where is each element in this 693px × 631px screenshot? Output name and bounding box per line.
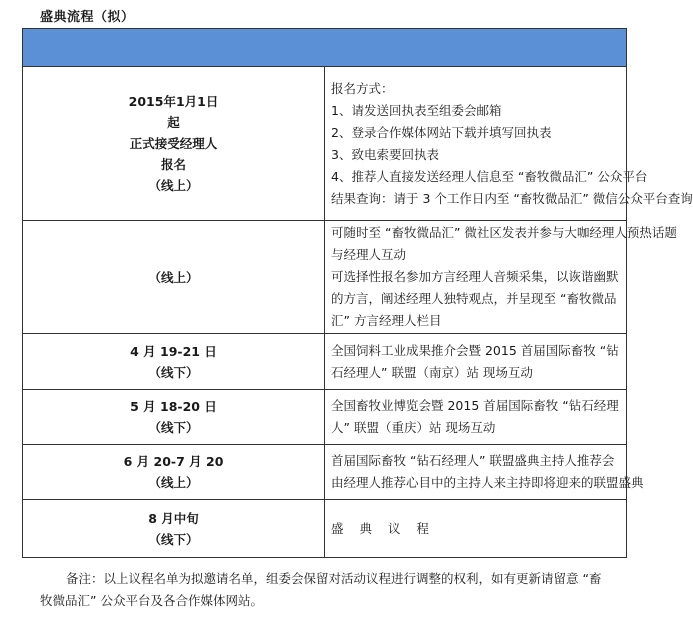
date-line: 5 月 18-20 日 (130, 399, 217, 414)
footnote: 备注：以上议程名单为拟邀请名单，组委会保留对活动议程进行调整的权利，如有更新请留意 “畜牧微品汇” 公众平台及各合作媒体网站。 (40, 571, 602, 608)
date-cell (23, 445, 325, 500)
description-cell (325, 500, 627, 558)
date-line: （线下） (148, 531, 199, 547)
date-line: 正式接受经理人 (129, 136, 218, 151)
header-band-cell (23, 29, 627, 67)
description-line: 全国饲料工业成果推介会暨 2015 首届国际畜牧 “钻石经理人” 联盟（南京）站 现场互动 (331, 342, 619, 380)
description-line: 全国畜牧业博览会暨 2015 首届国际畜牧 “钻石经理人” 联盟（重庆）站 现场互动 (331, 398, 619, 435)
date-line: （线下） (148, 364, 199, 380)
schedule-table (22, 28, 693, 558)
description-line: 盛 典 议 程 (331, 520, 435, 536)
page-title: 盛典流程（拟） (40, 10, 135, 25)
date-cell (23, 500, 325, 558)
description-line: 2、登录合作媒体网站下载并填写回执表 (331, 124, 552, 140)
date-cell (23, 221, 325, 334)
date-cell (23, 67, 325, 221)
date-line: 6 月 20-7 月 20 (123, 454, 224, 469)
description-line: 首届国际畜牧 “钻石经理人” 联盟盛典主持人推荐会 (331, 453, 615, 468)
description-cell (325, 221, 677, 334)
table-row (23, 67, 627, 221)
date-cell (23, 334, 325, 390)
description-line: 由经理人推荐心目中的主持人来主持即将迎来的联盟盛典 (331, 475, 644, 490)
description-line: 报名方式： (331, 80, 394, 96)
date-line: 报名 (160, 157, 186, 172)
date-line: 8 月中旬 (148, 510, 199, 526)
description-cell (325, 67, 693, 221)
description-line: 4、推荐人直接发送经理人信息至 “畜牧微品汇” 公众平台 (331, 168, 648, 184)
table-row (23, 334, 627, 390)
table-row (23, 221, 627, 334)
date-line: 起 (167, 115, 180, 130)
date-line: 2015年1月1日 (128, 94, 219, 109)
date-line: （线上） (148, 269, 199, 285)
table-row (23, 500, 627, 558)
date-line: （线下） (148, 420, 199, 435)
table-row (23, 390, 627, 445)
description-line: 与经理人互动 (331, 247, 407, 262)
description-cell (325, 334, 627, 390)
description-line: 1、请发送回执表至组委会邮箱 (331, 102, 502, 118)
description-cell (325, 390, 627, 445)
date-line: （线上） (148, 178, 199, 193)
description-line: 可选择性报名参加方言经理人音频采集，以诙谐幽默的方言，阐述经理人独特观点，并呈现至 “畜牧微品汇” 方言经理人栏目 (331, 269, 619, 328)
date-cell (23, 390, 325, 445)
description-line: 结果查询：请于 3 个工作日内至 “畜牧微品汇” 微信公众平台查询 (331, 190, 693, 206)
description-line: 3、致电索要回执表 (331, 146, 439, 162)
header-band (23, 29, 627, 67)
date-line: 4 月 19-21 日 (130, 343, 217, 359)
description-cell (325, 445, 644, 500)
description-line: 可随时至 “畜牧微品汇” 微社区发表并参与大咖经理人预热话题 (331, 225, 677, 240)
table-row (23, 445, 627, 500)
date-line: （线上） (148, 475, 199, 490)
